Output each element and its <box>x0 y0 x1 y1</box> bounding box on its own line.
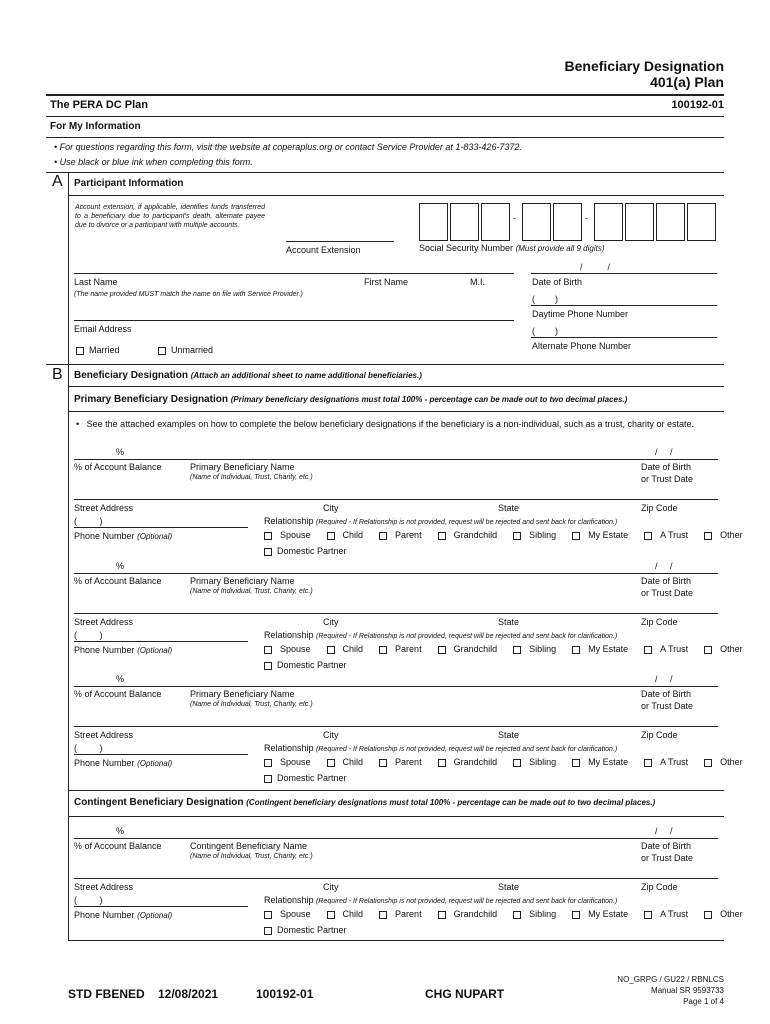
dob-label: Date of Birth <box>532 277 583 287</box>
domestic-partner-checkbox[interactable]: Domestic Partner <box>264 546 347 556</box>
ssn-digit-6[interactable] <box>594 203 623 241</box>
ssn-digit-3[interactable] <box>481 203 510 241</box>
dob-slashes: / / <box>580 262 611 272</box>
phone-label: Phone Number (Optional) <box>74 758 173 768</box>
relationship-option-7[interactable]: Other <box>704 909 751 919</box>
first-name-label: First Name <box>364 277 409 287</box>
state-label: State <box>498 730 520 740</box>
ssn-digit-4[interactable] <box>522 203 551 241</box>
beneficiary-line[interactable] <box>74 838 718 839</box>
footer-manual: Manual SR 9593733 <box>651 986 724 995</box>
section-b-heading: Beneficiary Designation (Attach an additional sheet to name additional beneficiaries.) <box>74 370 422 381</box>
beneficiary-name-note: (Name of Individual, Trust, Charity, etc.) <box>190 853 313 860</box>
zip-label: Zip Code <box>641 882 678 892</box>
domestic-partner-checkbox[interactable]: Domestic Partner <box>264 660 347 670</box>
dob-slashes: / / <box>655 674 673 684</box>
last-name-label: Last Name <box>74 277 118 287</box>
dob-slashes: / / <box>655 561 673 571</box>
percent-sign: % <box>116 674 125 684</box>
account-extension-note: Account extension, if applicable, identifies funds transferred to a beneficiary due to participant's death, alternate payee due to divorce or a participant with multiple accounts. <box>75 204 265 229</box>
footer-date: 12/08/2021 <box>158 987 219 1001</box>
phone-paren: ( ) <box>74 895 103 905</box>
city-label: City <box>323 503 339 513</box>
relationship-option-2[interactable]: Parent <box>379 757 430 767</box>
relationship-option-4[interactable]: Sibling <box>513 757 564 767</box>
zip-label: Zip Code <box>641 730 678 740</box>
relationship-option-2[interactable]: Parent <box>379 644 430 654</box>
footer-form-code: STD FBENED <box>68 987 145 1001</box>
address-line[interactable] <box>74 499 718 500</box>
street-label: Street Address <box>74 882 134 892</box>
plan-number: 100192-01 <box>671 99 724 111</box>
phone-label: Phone Number (Optional) <box>74 910 173 920</box>
alt-phone-label: Alternate Phone Number <box>532 341 632 351</box>
dob-label: Date of Birth <box>641 841 692 851</box>
info-bullet-1: • For questions regarding this form, visit the website at coperaplus.org or contact Service Provider at 1-833-426-7372. <box>54 142 522 152</box>
domestic-partner-checkbox[interactable]: Domestic Partner <box>264 773 347 783</box>
relationship-label: Relationship (Required - If Relationship is not provided, request will be rejected and sent back for clarification.) <box>264 743 618 753</box>
relationship-option-3[interactable]: Grandchild <box>438 644 506 654</box>
beneficiary-line[interactable] <box>74 573 718 574</box>
state-label: State <box>498 882 520 892</box>
beneficiary-name-label: Primary Beneficiary Name <box>190 576 295 586</box>
section-a-heading: Participant Information <box>74 178 184 189</box>
ssn-digit-8[interactable] <box>656 203 685 241</box>
relationship-option-7[interactable]: Other <box>704 644 751 654</box>
relationship-option-6[interactable]: A Trust <box>644 530 696 540</box>
domestic-partner-checkbox[interactable]: Domestic Partner <box>264 925 347 935</box>
phone-field[interactable] <box>74 641 248 642</box>
ssn-dash-1: - <box>513 213 516 223</box>
beneficiary-line[interactable] <box>74 459 718 460</box>
percent-sign: % <box>116 561 125 571</box>
dob-slashes: / / <box>655 447 673 457</box>
phone-paren: ( ) <box>74 516 103 526</box>
daytime-phone-label: Daytime Phone Number <box>532 309 629 319</box>
beneficiary-name-note: (Name of Individual, Trust, Charity, etc.) <box>190 474 313 481</box>
street-label: Street Address <box>74 730 134 740</box>
phone-paren: ( ) <box>74 743 103 753</box>
my-info-heading: For My Information <box>50 121 141 132</box>
footer-plan-number: 100192-01 <box>256 987 314 1001</box>
phone-field[interactable] <box>74 754 248 755</box>
email-field[interactable] <box>74 320 514 321</box>
name-note: (The name provided MUST match the name on file with Service Provider.) <box>74 291 303 298</box>
street-label: Street Address <box>74 617 134 627</box>
alt-phone-field[interactable] <box>531 337 717 338</box>
ssn-digit-7[interactable] <box>625 203 654 241</box>
city-label: City <box>323 730 339 740</box>
relationship-option-6[interactable]: A Trust <box>644 644 696 654</box>
relationship-option-6[interactable]: A Trust <box>644 757 696 767</box>
daytime-phone-field[interactable] <box>531 305 717 306</box>
relationship-option-4[interactable]: Sibling <box>513 530 564 540</box>
relationship-option-5[interactable]: My Estate <box>572 909 636 919</box>
zip-label: Zip Code <box>641 617 678 627</box>
relationship-option-0[interactable]: Spouse <box>264 530 319 540</box>
section-b-letter: B <box>52 366 63 383</box>
section-a-letter: A <box>52 173 63 190</box>
relationship-option-1[interactable]: Child <box>327 530 372 540</box>
relationship-option-5[interactable]: My Estate <box>572 644 636 654</box>
relationship-option-2[interactable]: Parent <box>379 909 430 919</box>
relationship-option-3[interactable]: Grandchild <box>438 909 506 919</box>
alt-phone-paren: ( ) <box>532 326 558 336</box>
ssn-digit-5[interactable] <box>553 203 582 241</box>
street-label: Street Address <box>74 503 134 513</box>
zip-label: Zip Code <box>641 503 678 513</box>
relationship-label: Relationship (Required - If Relationship is not provided, request will be rejected and sent back for clarification.) <box>264 895 618 905</box>
relationship-option-5[interactable]: My Estate <box>572 530 636 540</box>
phone-field[interactable] <box>74 527 248 528</box>
relationship-option-1[interactable]: Child <box>327 644 372 654</box>
footer-chg: CHG NUPART <box>425 987 505 1001</box>
percent-sign: % <box>116 826 125 836</box>
ssn-label: Social Security Number (Must provide all 9 digits) <box>419 243 605 253</box>
unmarried-checkbox[interactable]: Unmarried <box>158 345 213 355</box>
phone-paren: ( ) <box>74 630 103 640</box>
relationship-option-4[interactable]: Sibling <box>513 909 564 919</box>
relationship-option-3[interactable]: Grandchild <box>438 530 506 540</box>
phone-label: Phone Number (Optional) <box>74 645 173 655</box>
state-label: State <box>498 503 520 513</box>
dob-field[interactable] <box>531 273 717 274</box>
footer-page: Page 1 of 4 <box>683 997 724 1006</box>
city-label: City <box>323 882 339 892</box>
info-bullet-2: • Use black or blue ink when completing this form. <box>54 157 253 167</box>
married-checkbox[interactable]: Married <box>76 345 120 355</box>
relationship-option-0[interactable]: Spouse <box>264 757 319 767</box>
trust-date-label: or Trust Date <box>641 588 694 598</box>
relationship-options <box>264 644 759 654</box>
form-title: Beneficiary Designation <box>564 58 724 74</box>
beneficiary-name-note: (Name of Individual, Trust, Charity, etc.) <box>190 701 313 708</box>
trust-date-label: or Trust Date <box>641 701 694 711</box>
address-line[interactable] <box>74 726 718 727</box>
beneficiary-line[interactable] <box>74 686 718 687</box>
relationship-options <box>264 757 759 767</box>
daytime-phone-paren: ( ) <box>532 294 558 304</box>
relationship-option-5[interactable]: My Estate <box>572 757 636 767</box>
relationship-option-7[interactable]: Other <box>704 530 751 540</box>
percent-label: % of Account Balance <box>74 689 162 699</box>
footer-group-code: NO_GRPG / GU22 / RBNLCS <box>617 975 724 984</box>
beneficiary-name-label: Contingent Beneficiary Name <box>190 841 308 851</box>
primary-heading: Primary Beneficiary Designation (Primary beneficiary designations must total 100% - percentage can be made out to two decimal places.) <box>74 394 628 405</box>
relationship-option-4[interactable]: Sibling <box>513 644 564 654</box>
form-subtitle: 401(a) Plan <box>650 74 724 90</box>
relationship-option-1[interactable]: Child <box>327 757 372 767</box>
plan-name: The PERA DC Plan <box>50 99 148 111</box>
contingent-heading: Contingent Beneficiary Designation (Contingent beneficiary designations must total 100% - percentage can be made out to two decimal places.) <box>74 797 656 808</box>
ssn-digit-9[interactable] <box>687 203 716 241</box>
percent-sign: % <box>116 447 125 457</box>
dob-label: Date of Birth <box>641 462 692 472</box>
percent-label: % of Account Balance <box>74 462 162 472</box>
relationship-label: Relationship (Required - If Relationship is not provided, request will be rejected and sent back for clarification.) <box>264 630 618 640</box>
ssn-digit-1[interactable] <box>419 203 448 241</box>
ssn-dash-2: - <box>585 213 588 223</box>
dob-label: Date of Birth <box>641 689 692 699</box>
examples-note: • See the attached examples on how to complete the below beneficiary designations if the beneficiary is a non-individual, such as a trust, charity or estate. <box>76 419 695 429</box>
trust-date-label: or Trust Date <box>641 474 694 484</box>
dob-label: Date of Birth <box>641 576 692 586</box>
relationship-option-0[interactable]: Spouse <box>264 644 319 654</box>
relationship-option-6[interactable]: A Trust <box>644 909 696 919</box>
ssn-digit-2[interactable] <box>450 203 479 241</box>
relationship-option-1[interactable]: Child <box>327 909 372 919</box>
city-label: City <box>323 617 339 627</box>
relationship-option-0[interactable]: Spouse <box>264 909 319 919</box>
beneficiary-name-label: Primary Beneficiary Name <box>190 689 295 699</box>
relationship-option-2[interactable]: Parent <box>379 530 430 540</box>
relationship-options <box>264 909 759 919</box>
beneficiary-name-label: Primary Beneficiary Name <box>190 462 295 472</box>
relationship-option-7[interactable]: Other <box>704 757 751 767</box>
percent-label: % of Account Balance <box>74 576 162 586</box>
address-line[interactable] <box>74 878 718 879</box>
phone-label: Phone Number (Optional) <box>74 531 173 541</box>
state-label: State <box>498 617 520 627</box>
account-extension-label: Account Extension <box>286 245 361 255</box>
email-label: Email Address <box>74 324 132 334</box>
beneficiary-name-note: (Name of Individual, Trust, Charity, etc.) <box>190 588 313 595</box>
mi-label: M.I. <box>470 277 485 287</box>
trust-date-label: or Trust Date <box>641 853 694 863</box>
relationship-label: Relationship (Required - If Relationship is not provided, request will be rejected and sent back for clarification.) <box>264 516 618 526</box>
percent-label: % of Account Balance <box>74 841 162 851</box>
name-field[interactable] <box>74 273 514 274</box>
dob-slashes: / / <box>655 826 673 836</box>
phone-field[interactable] <box>74 906 248 907</box>
address-line[interactable] <box>74 613 718 614</box>
account-extension-field[interactable] <box>286 241 394 242</box>
relationship-option-3[interactable]: Grandchild <box>438 757 506 767</box>
relationship-options <box>264 530 759 540</box>
